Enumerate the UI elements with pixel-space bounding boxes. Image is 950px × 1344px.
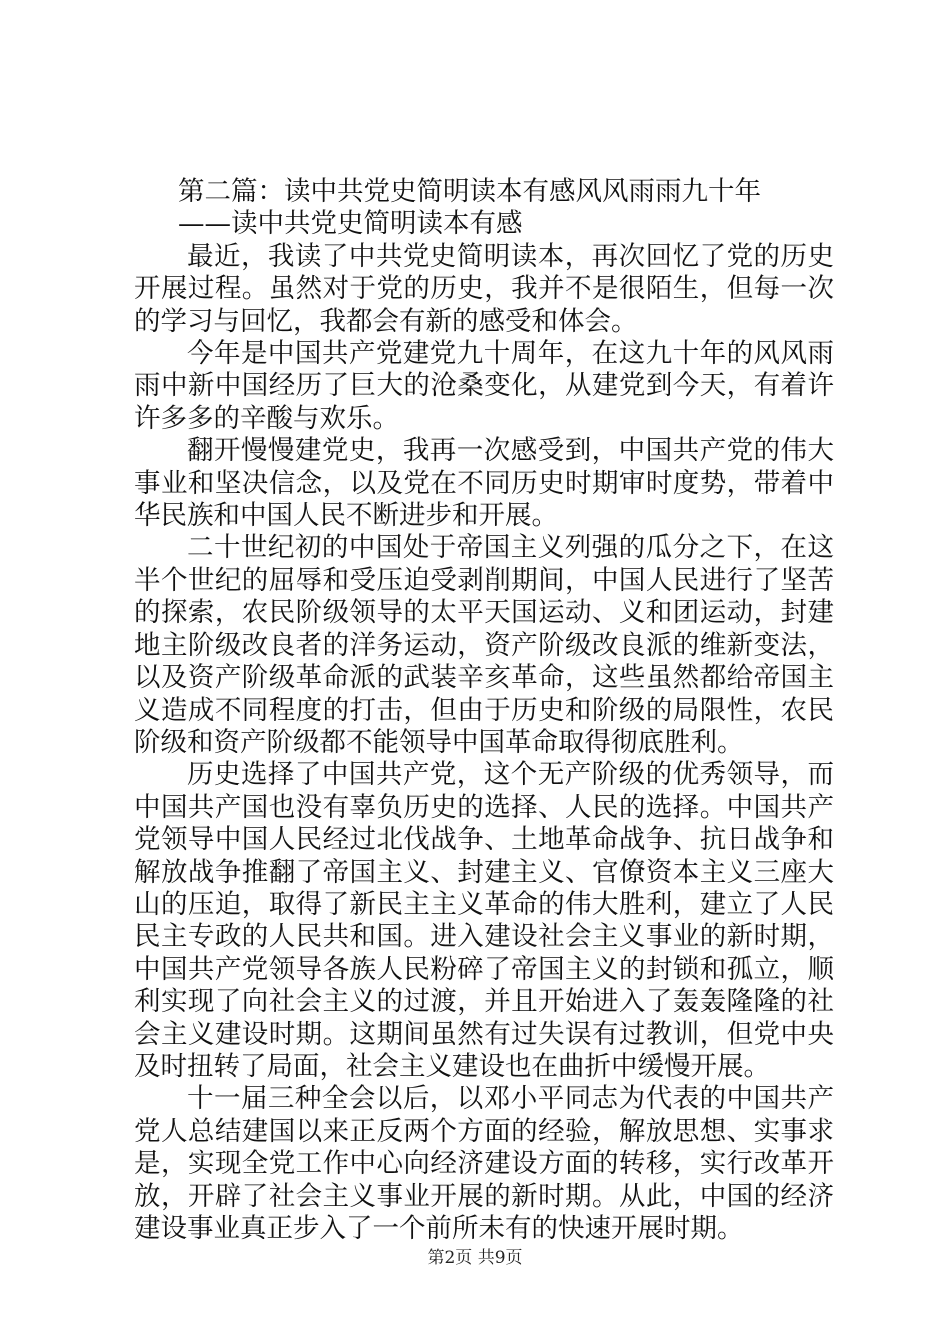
paragraph: 历史选择了中国共产党，这个无产阶级的优秀领导，而中国共产国也没有辜负历史的选择、人民的选择。中国共产党领导中国人民经过北伐战争、土地革命战争、抗日战争和解放战争推翻了帝国主义、封建主义、官僚资本主义三座大山的压迫，取得了新民主主义革命的伟大胜利，建立了人民民主专政的人民共和国。进入建设社会主义事业的新时期，中国共产党领导各族人民粉碎了帝国主义的封锁和孤立，顺利实现了向社会主义的过渡，并且开始进入了轰轰隆隆的社会主义建设时期。这期间虽然有过失误有过教训，但党中央及时扭转了局面，社会主义建设也在曲折中缓慢开展。 (134, 759, 834, 1082)
document-body (134, 176, 834, 1245)
document-title: 第二篇：读中共党史简明读本有感风风雨雨九十年 (178, 176, 761, 207)
paragraph: 二十世纪初的中国处于帝国主义列强的瓜分之下，在这半个世纪的屈辱和受压迫受剥削期间，中国人民进行了坚苦的探索，农民阶级领导的太平天国运动、义和团运动，封建地主阶级改良者的洋务运动，资产阶级改良派的维新变法，以及资产阶级革命派的武装辛亥革命，这些虽然都给帝国主义造成不同程度的打击，但由于历史和阶级的局限性，农民阶级和资产阶级都不能领导中国革命取得彻底胜利。 (134, 532, 834, 758)
paragraph: 今年是中国共产党建党九十周年，在这九十年的风风雨雨中新中国经历了巨大的沧桑变化，从建党到今天，有着许许多多的辛酸与欢乐。 (134, 338, 834, 434)
paragraph: 最近，我读了中共党史简明读本，再次回忆了党的历史开展过程。虽然对于党的历史，我并不是很陌生，但每一次的学习与回忆，我都会有新的感受和体会。 (134, 240, 834, 337)
paragraph: 翻开慢慢建党史，我再一次感受到，中国共产党的伟大事业和坚决信念，以及党在不同历史时期审时度势，带着中华民族和中国人民不断进步和开展。 (134, 435, 834, 532)
document-subtitle: ——读中共党史简明读本有感 (178, 208, 523, 240)
paragraph: 十一届三种全会以后，以邓小平同志为代表的中国共产党人总结建国以来正反两个方面的经验，解放思想、实事求是，实现全党工作中心向经济建设方面的转移，实行改革开放，开辟了社会主义事业开展的新时期。从此，中国的经济建设事业真正步入了一个前所未有的快速开展时期。 (134, 1083, 834, 1244)
page-number-footer: 第2页 共9页 (427, 1248, 523, 1268)
